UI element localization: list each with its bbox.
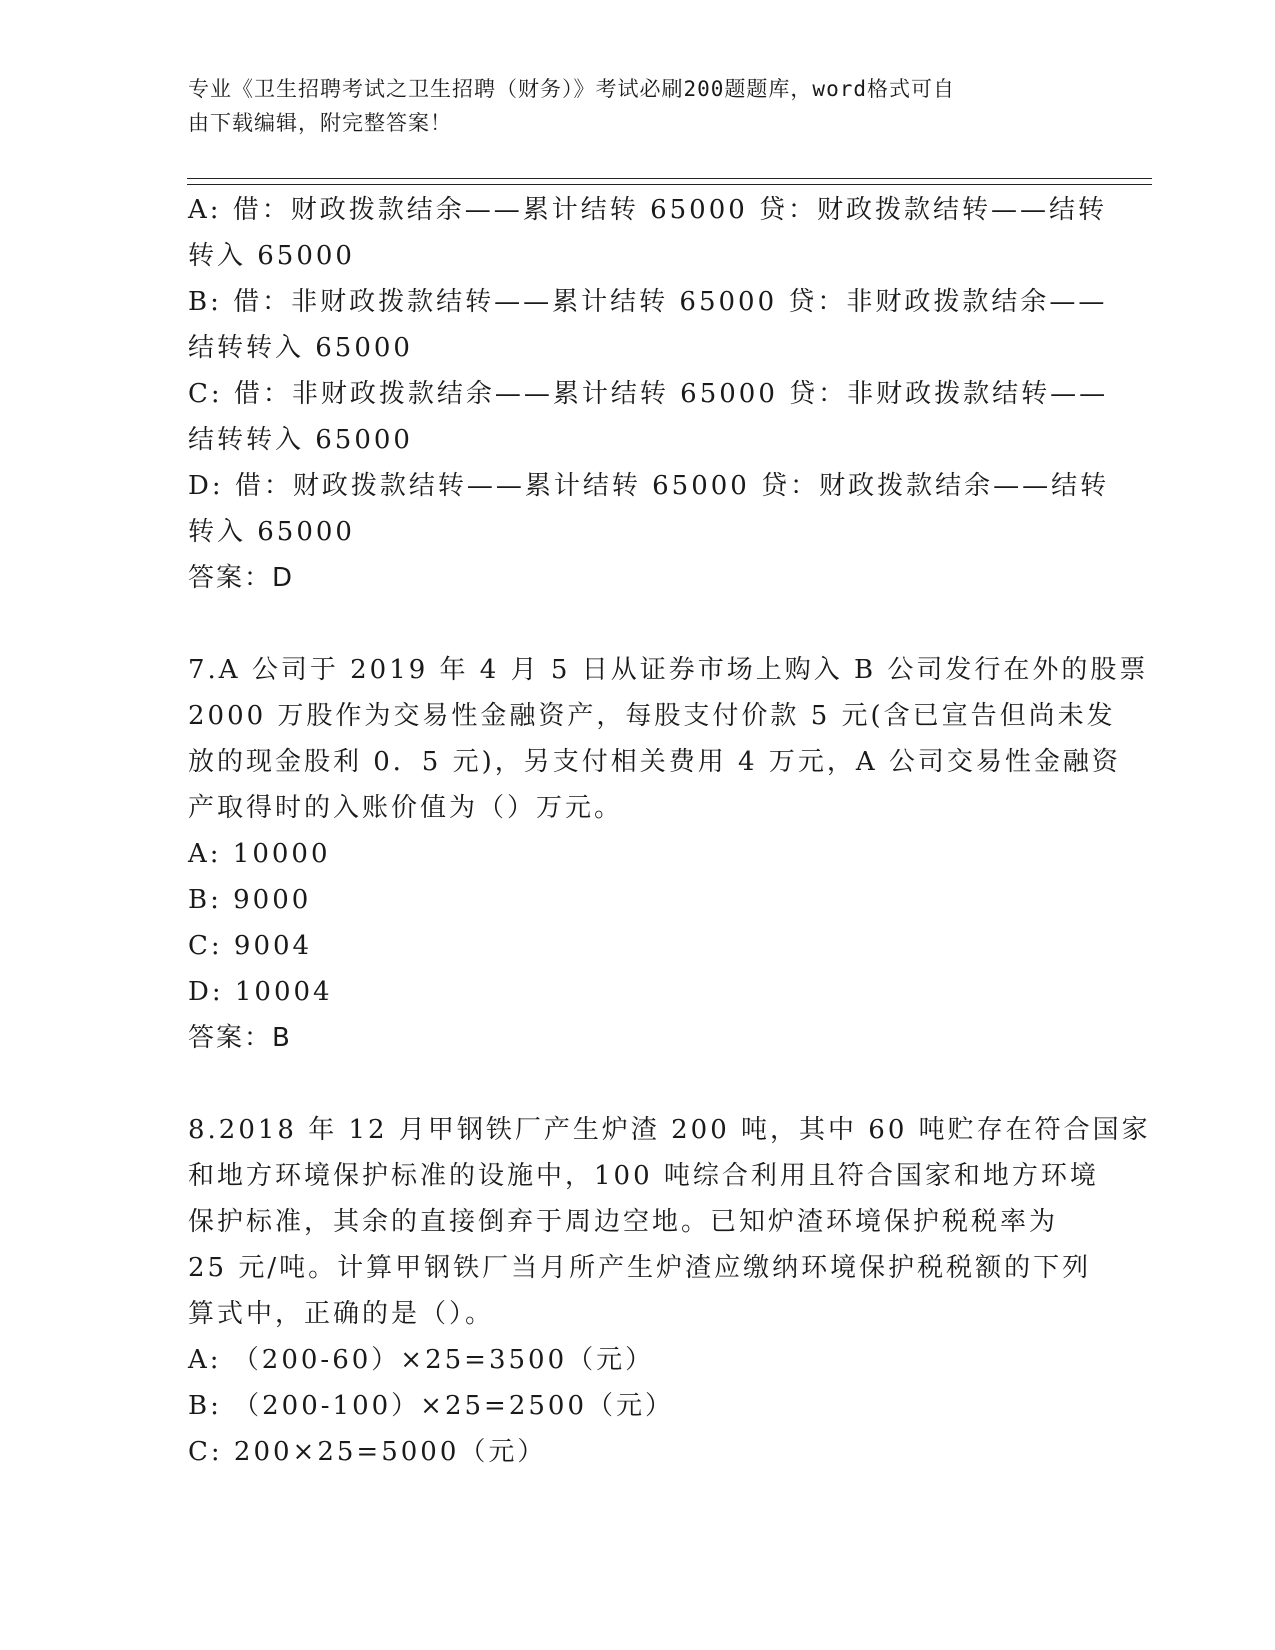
question-8-stem-line-2: 和地方环境保护标准的设施中，100 吨综合利用且符合国家和地方环境: [188, 1161, 1099, 1191]
header-divider-top: [187, 178, 1152, 179]
option-a-line-2: 转入 65000: [188, 241, 355, 271]
header-line-1: 专业《卫生招聘考试之卫生招聘（财务）》考试必刷200题题库，word格式可自: [188, 77, 955, 101]
question-7-option-c: C: 9004: [188, 931, 313, 961]
question-8-stem-line-5: 算式中，正确的是（）。: [188, 1299, 495, 1329]
question-7-stem-line-1: 7.A 公司于 2019 年 4 月 5 日从证券市场上购入 B 公司发行在外的股票: [188, 655, 1149, 685]
question-8-stem-line-3: 保护标准，其余的直接倒弃于周边空地。已知炉渣环境保护税税率为: [188, 1207, 1059, 1237]
option-b-line-1: B: 借：非财政拨款结转——累计结转 65000 贷：非财政拨款结余——: [188, 287, 1108, 317]
option-d-line-1: D: 借：财政拨款结转——累计结转 65000 贷：财政拨款结余——结转: [188, 471, 1110, 501]
question-8-stem-line-4: 25 元/吨。计算甲钢铁厂当月所产生炉渣应缴纳环境保护税税额的下列: [188, 1253, 1092, 1283]
question-6-answer: 答案：D: [188, 563, 295, 593]
question-8-option-a: A: （200-60）×25=3500（元）: [188, 1345, 655, 1375]
option-a-line-1: A: 借：财政拨款结余——累计结转 65000 贷：财政拨款结转——结转: [188, 195, 1108, 225]
question-7-stem-line-2: 2000 万股作为交易性金融资产，每股支付价款 5 元(含已宣告但尚未发: [188, 701, 1116, 731]
question-8-option-b: B: （200-100）×25=2500（元）: [188, 1391, 674, 1421]
question-7-option-d: D: 10004: [188, 977, 333, 1007]
header-line-2: 由下载编辑，附完整答案！: [188, 111, 452, 135]
question-7-stem-line-3: 放的现金股利 0．5 元)，另支付相关费用 4 万元，A 公司交易性金融资: [188, 747, 1121, 777]
question-7-option-b: B: 9000: [188, 885, 312, 915]
spacer: [188, 601, 1078, 647]
spacer: [188, 1061, 1078, 1107]
question-7-answer: 答案：B: [188, 1023, 292, 1053]
question-8: [188, 1107, 1151, 1475]
option-b-line-2: 结转转入 65000: [188, 333, 413, 363]
header-divider-bottom: [187, 184, 1152, 185]
question-7-stem-line-4: 产取得时的入账价值为（）万元。: [188, 793, 624, 823]
option-c-line-1: C: 借：非财政拨款结余——累计结转 65000 贷：非财政拨款结转——: [188, 379, 1109, 409]
document-header: [188, 72, 1068, 140]
question-7-option-a: A: 10000: [188, 839, 331, 869]
question-8-option-c: C: 200×25=5000（元）: [188, 1437, 547, 1467]
option-c-line-2: 结转转入 65000: [188, 425, 413, 455]
question-6-options: [188, 187, 1110, 601]
document-body: [188, 187, 1151, 1475]
question-8-stem-line-1: 8.2018 年 12 月甲钢铁厂产生炉渣 200 吨，其中 60 吨贮存在符合国家: [188, 1115, 1151, 1145]
option-d-line-2: 转入 65000: [188, 517, 355, 547]
question-7: [188, 647, 1149, 1061]
